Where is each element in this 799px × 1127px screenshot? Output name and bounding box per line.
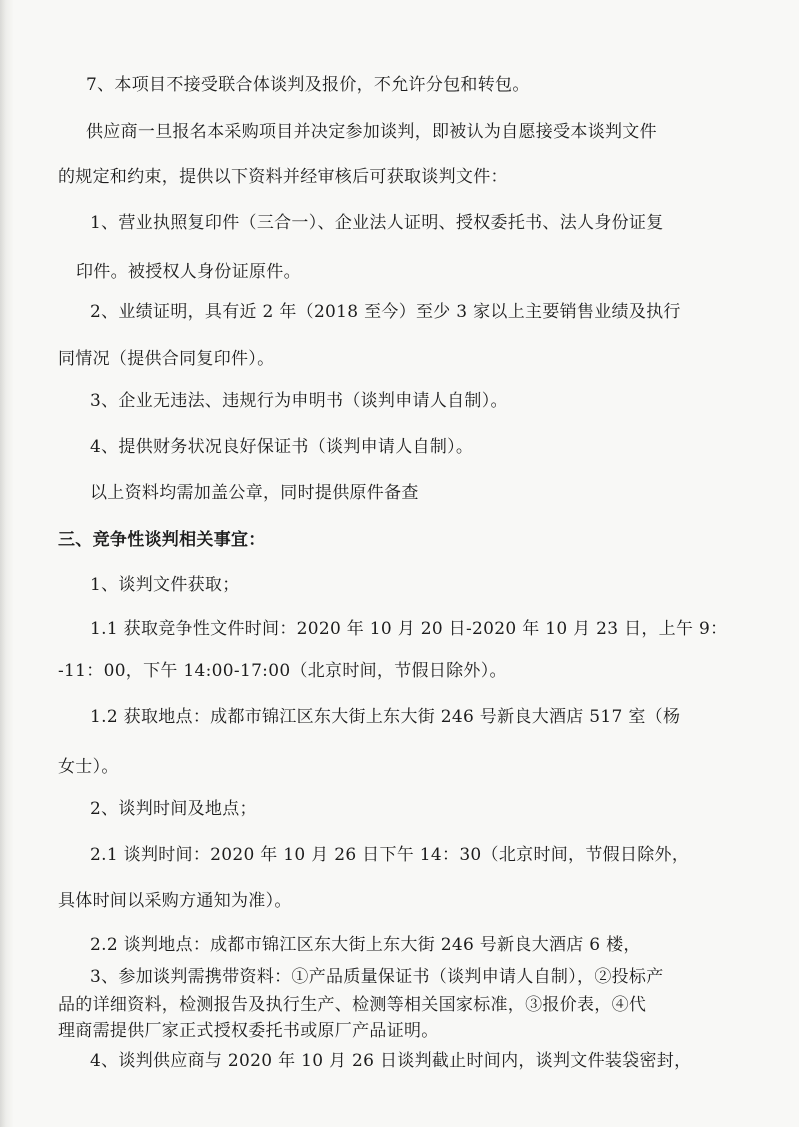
text-line: 7、本项目不接受联合体谈判及报价，不允许分包和转包。 bbox=[86, 75, 530, 95]
text-line: 女士）。 bbox=[58, 757, 119, 777]
text-line: 理商需提供厂家正式授权委托书或原厂产品证明。 bbox=[58, 1021, 439, 1041]
text-line: 4、提供财务状况良好保证书（谈判申请人自制）。 bbox=[90, 437, 474, 457]
text-line: 的规定和约束，提供以下资料并经审核后可获取谈判文件： bbox=[58, 167, 508, 187]
text-line: 品的详细资料，检测报告及执行生产、检测等相关国家标准，③报价表，④代 bbox=[58, 995, 647, 1015]
text-line: 具体时间以采购方通知为准）。 bbox=[58, 891, 292, 911]
text-line: 1、谈判文件获取； bbox=[90, 575, 240, 595]
text-line: 印件。被授权人身份证原件。 bbox=[76, 262, 301, 282]
text-line: -11：00，下午 14:00-17:00（北京时间，节假日除外）。 bbox=[58, 661, 507, 681]
text-line: 供应商一旦报名本采购项目并决定参加谈判，即被认为自愿接受本谈判文件 bbox=[86, 122, 657, 142]
section-heading: 三、竞争性谈判相关事宜： bbox=[58, 530, 266, 550]
text-line: 1、营业执照复印件（三合一）、企业法人证明、授权委托书、法人身份证复 bbox=[90, 213, 664, 233]
text-line: 同情况（提供合同复印件）。 bbox=[58, 349, 275, 369]
text-line: 1.1 获取竞争性文件时间：2020 年 10 月 20 日-2020 年 10 月 23 日，上午 9： bbox=[90, 619, 728, 639]
text-line: 3、参加谈判需携带资料：①产品质量保证书（谈判申请人自制），②投标产 bbox=[90, 967, 664, 987]
text-line: 2、谈判时间及地点； bbox=[90, 799, 257, 819]
text-line: 4、谈判供应商与 2020 年 10 月 26 日谈判截止时间内，谈判文件装袋密封， bbox=[90, 1051, 692, 1071]
text-line: 3、企业无违法、违规行为申明书（谈判申请人自制）。 bbox=[90, 391, 508, 411]
text-line: 1.2 获取地点：成都市锦江区东大街上东大街 246 号新良大酒店 517 室（杨 bbox=[90, 707, 681, 727]
text-line: 2.2 谈判地点：成都市锦江区东大街上东大街 246 号新良大酒店 6 楼， bbox=[90, 935, 641, 955]
text-line: 2、业绩证明，具有近 2 年（2018 至今）至少 3 家以上主要销售业绩及执行 bbox=[90, 302, 681, 322]
text-line: 2.1 谈判时间：2020 年 10 月 26 日下午 14：30（北京时间，节假日除外， bbox=[90, 845, 690, 865]
text-line: 以上资料均需加盖公章，同时提供原件备查 bbox=[90, 483, 419, 503]
